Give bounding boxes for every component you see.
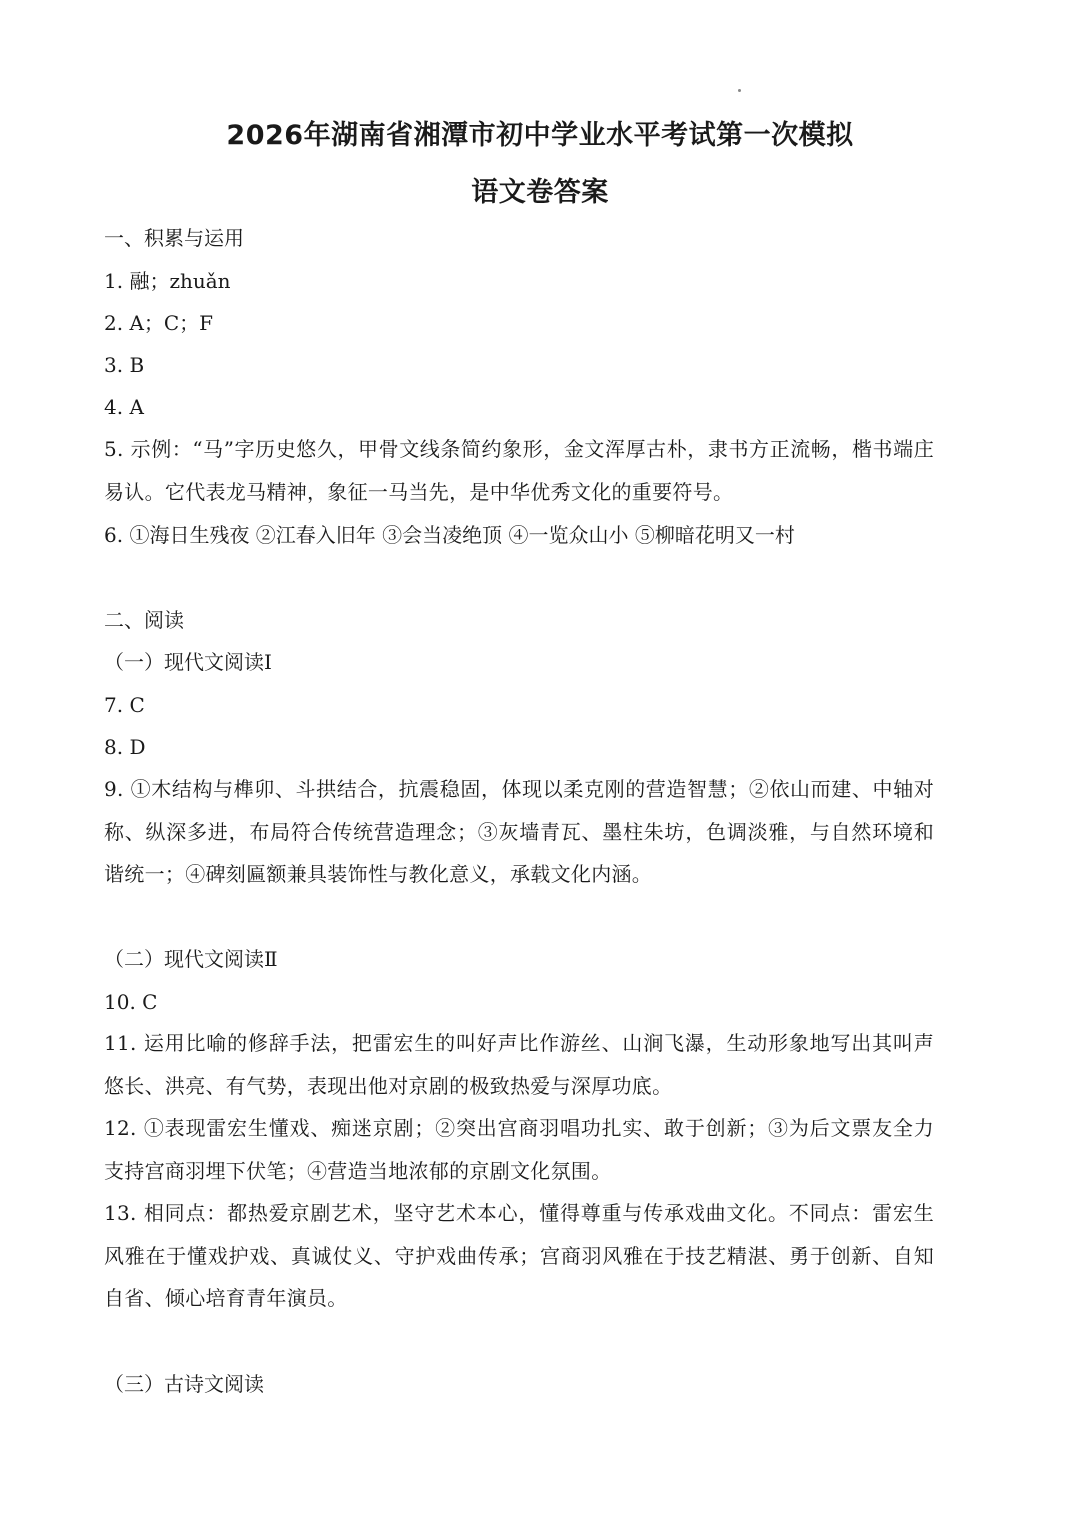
section-heading: 二、阅读 [104,608,184,632]
answer-item: 2. A；C；F [104,311,214,335]
answer-item: 1. 融；zhuǎn [104,269,231,293]
answer-item: 13. 相同点：都热爱京剧艺术，坚守艺术本心，懂得尊重与传承戏曲文化。不同点：雷宏生风雅在于懂戏护戏、真诚仗义、守护戏曲传承；宫商羽风雅在于技艺精湛、勇于创新、自知自省、倾心培育青年演员。 [104,1201,934,1310]
answer-item: 9. ①木结构与榫卯、斗拱结合，抗震稳固，体现以柔克刚的营造智慧；②依山而建、中轴对称、纵深多进，布局符合传统营造理念；③灰墙青瓦、墨柱朱坊，色调淡雅，与自然环境和谐统一；④碑刻匾额兼具装饰性与教化意义，承载文化内涵。 [104,777,934,886]
document-title: 2026年湖南省湘潭市初中学业水平考试第一次模拟 [226,120,854,151]
answer-item: 12. ①表现雷宏生懂戏、痴迷京剧；②突出宫商羽唱功扎实、敢于创新；③为后文票友全力支持宫商羽埋下伏笔；④营造当地浓郁的京剧文化氛围。 [104,1116,934,1183]
document-subtitle: 语文卷答案 [471,177,609,208]
answer-item: 11. 运用比喻的修辞手法，把雷宏生的叫好声比作游丝、山涧飞瀑，生动形象地写出其叫声悠长、洪亮、有气势，表现出他对京剧的极致热爱与深厚功底。 [104,1031,934,1098]
subsection-heading: （二）现代文阅读Ⅱ [104,947,278,971]
answer-item: 7. C [104,693,145,717]
section-heading: 一、积累与运用 [104,226,244,250]
answer-item: 6. ①海日生残夜 ②江春入旧年 ③会当凌绝顶 ④一览众山小 ⑤柳暗花明又一村 [104,523,795,547]
answer-item: 8. D [104,735,146,759]
subsection-heading: （一）现代文阅读Ⅰ [104,650,272,674]
answer-item: 5. 示例：“马”字历史悠久，甲骨文线条简约象形，金文浑厚古朴，隶书方正流畅，楷书端庄易认。它代表龙马精神，象征一马当先，是中华优秀文化的重要符号。 [104,437,934,504]
answer-item: 4. A [104,395,144,419]
answer-item: 10. C [104,990,158,1014]
scan-speck [738,89,741,92]
subsection-heading: （三）古诗文阅读 [104,1372,264,1396]
answer-item: 3. B [104,353,145,377]
